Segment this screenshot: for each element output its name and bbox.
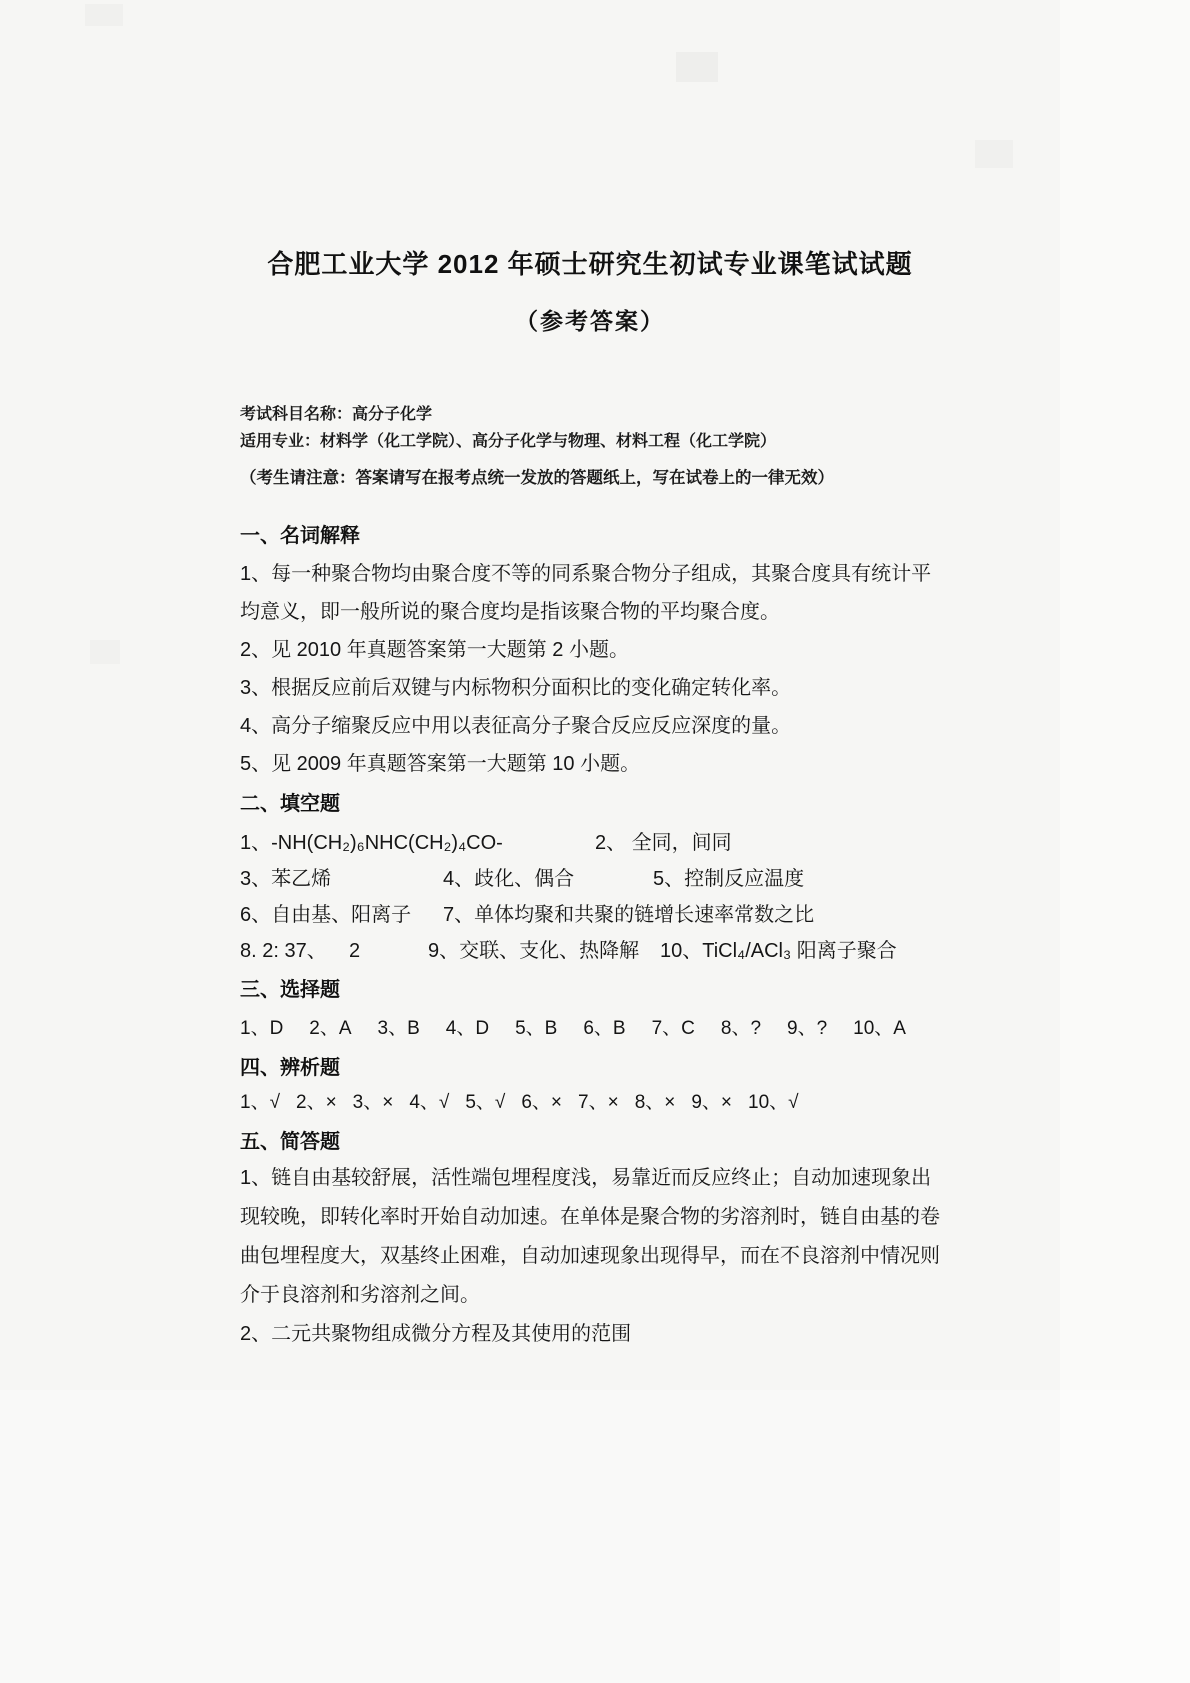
choice-answer: 2、A [309,1018,352,1039]
fill-answer-10: 10、TiCl₄/ACl₃ 阳离子聚合 [660,940,897,962]
choice-answer: 4、D [445,1018,490,1039]
answer-line: 现较晚，即转化率时开始自动加速。在单体是聚合物的劣溶剂时，链自由基的卷 [240,1206,940,1228]
answer-line: 1、链自由基较舒展，活性端包埋程度浅，易靠近而反应终止；自动加速现象出 [240,1167,932,1189]
subject-line: 考试科目名称：高分子化学 [240,406,433,423]
judgment-answer: 10、√ [748,1092,799,1113]
choice-answer: 5、B [515,1018,558,1039]
scan-artifact [975,140,1013,168]
answer-line: 2、见 2010 年真题答案第一大题第 2 小题。 [240,639,629,661]
fill-row [240,831,940,856]
choice-answer: 6、B [583,1018,626,1039]
fill-answer-6: 6、自由基、阳离子 [240,904,412,926]
fill-answer-1: 1、-NH(CH₂)₆NHC(CH₂)₄CO- [240,832,503,854]
fill-answer-2: 2、 全同，间同 [595,832,732,854]
answer-line: 1、每一种聚合物均由聚合度不等的同系聚合物分子组成，其聚合度具有统计平 [240,563,932,585]
answer-line: 3、根据反应前后双键与内标物积分面积比的变化确定转化率。 [240,677,792,699]
section-heading-multiple-choice: 三、选择题 [240,979,340,1001]
judgment-answer: 3、× [352,1092,394,1113]
page-title: 合肥工业大学 2012 年硕士研究生初试专业课笔试试题 [267,249,913,279]
judgment-answer: 9、× [691,1092,733,1113]
choice-answer: 10、A [853,1018,906,1039]
answer-line: 曲包埋程度大，双基终止困难，自动加速现象出现得早，而在不良溶剂中情况则 [240,1245,940,1267]
judgment-answers [240,1089,940,1116]
fill-blank-answers [240,831,940,964]
answer-line: 5、见 2009 年真题答案第一大题第 10 小题。 [240,753,641,775]
fill-answer-7: 7、单体均聚和共聚的链增长速率常数之比 [443,904,815,926]
scan-artifact [0,1390,1190,1683]
fill-row [240,939,940,964]
choice-answer: 3、B [377,1018,420,1039]
choice-answers [240,1015,940,1042]
answer-line: 4、高分子缩聚反应中用以表征高分子聚合反应反应深度的量。 [240,715,792,737]
section-heading-short-answer: 五、简答题 [240,1131,340,1153]
choice-answer: 7、C [651,1018,695,1039]
page-subtitle: （参考答案） [515,308,665,334]
section-heading-true-false: 四、辨析题 [240,1057,340,1079]
judgment-answer: 4、√ [409,1092,450,1113]
judgment-answer: 5、√ [465,1092,506,1113]
judgment-answer: 1、√ [240,1092,280,1113]
fill-answer-4: 4、歧化、偶合 [443,868,575,890]
choice-answer: 9、? [787,1018,828,1039]
answer-line: 介于良溶剂和劣溶剂之间。 [240,1284,480,1306]
scan-artifact [676,52,718,82]
fill-row [240,903,940,928]
section-heading-fill-blanks: 二、填空题 [240,793,340,815]
section-heading-definitions: 一、名词解释 [240,525,360,547]
scan-artifact [1060,0,1190,1683]
notice-line: （考生请注意：答案请写在报考点统一发放的答题纸上，写在试卷上的一律无效） [240,469,834,487]
scan-artifact [85,4,123,26]
choice-answer: 8、? [720,1018,762,1039]
choice-answer: 1、D [240,1018,284,1039]
short-answer-block [240,1165,940,1348]
judgment-answer: 7、× [578,1092,619,1113]
fill-answer-9: 9、交联、支化、热降解 [428,940,640,962]
document-body [240,248,940,1360]
judgment-answer: 6、× [521,1092,563,1113]
answer-line: 2、二元共聚物组成微分方程及其使用的范围 [240,1323,632,1345]
judgment-answer: 8、× [634,1092,676,1113]
fill-answer-3: 3、苯乙烯 [240,868,332,890]
fill-row [240,867,940,892]
judgment-answer: 2、× [296,1092,337,1113]
scan-artifact [90,640,120,664]
fill-answer-5: 5、控制反应温度 [653,868,805,890]
majors-line: 适用专业：材料学（化工学院）、高分子化学与物理、材料工程（化工学院） [240,433,777,450]
answer-line: 均意义，即一般所说的聚合度均是指该聚合物的平均聚合度。 [240,601,780,623]
fill-answer-8: 8. 2: 37、 2 [240,940,361,962]
